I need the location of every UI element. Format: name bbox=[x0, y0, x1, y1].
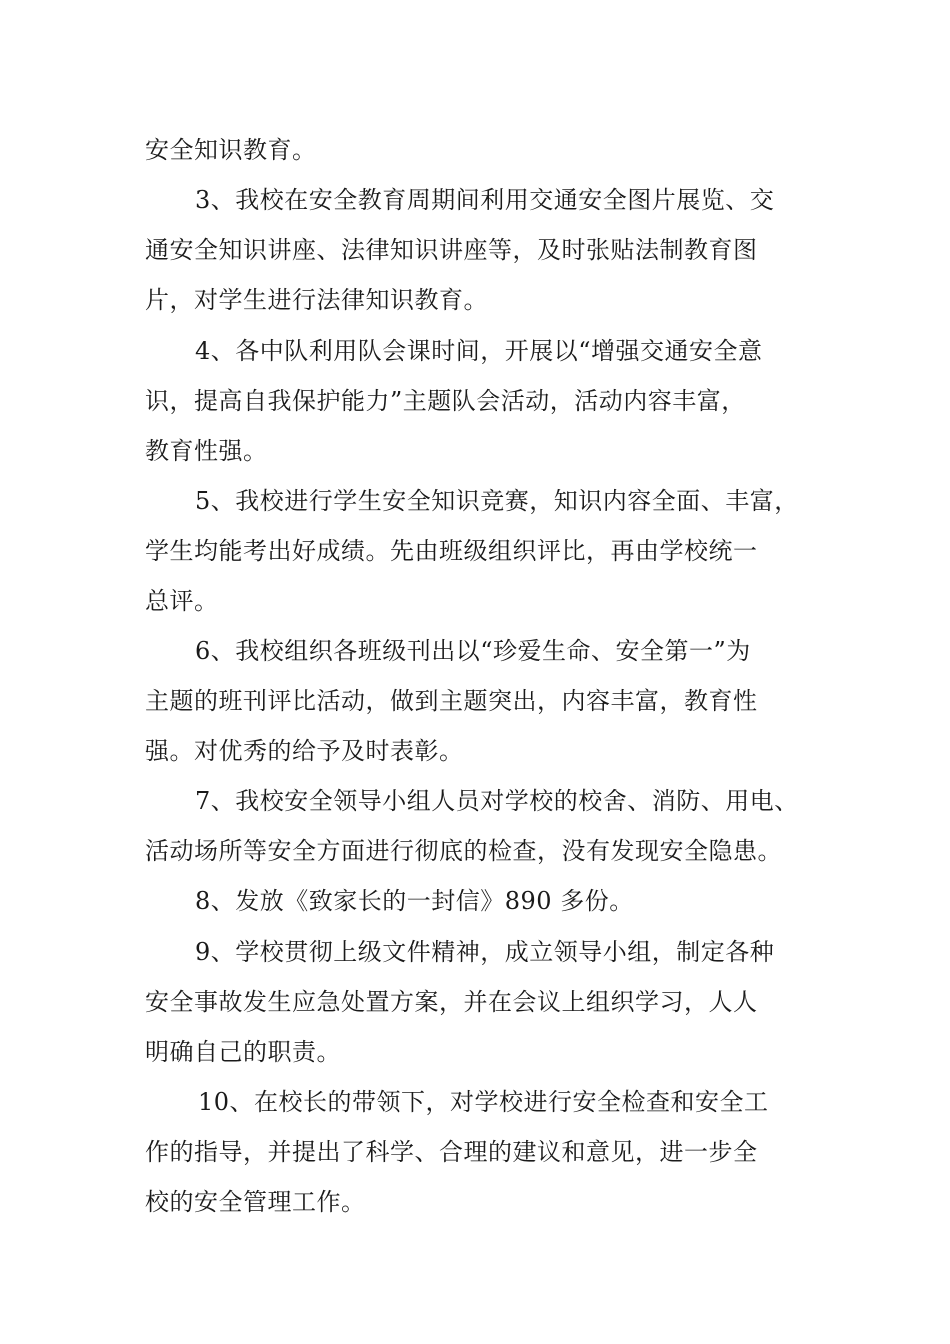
text-line: 安全事故发生应急处置方案，并在会议上组织学习，人人 bbox=[145, 988, 758, 1016]
text-line: 9、学校贯彻上级文件精神，成立领导小组，制定各种 bbox=[195, 938, 775, 966]
text-line: 10、在校长的带领下，对学校进行安全检查和安全工 bbox=[198, 1088, 769, 1116]
text-line: 教育性强。 bbox=[145, 437, 268, 465]
text-line: 主题的班刊评比活动，做到主题突出，内容丰富，教育性 bbox=[145, 687, 758, 715]
text-line: 3、我校在安全教育周期间利用交通安全图片展览、交 bbox=[195, 186, 775, 214]
text-line: 总评。 bbox=[145, 587, 219, 615]
text-line: 4、各中队利用队会课时间，开展以“增强交通安全意 bbox=[195, 337, 763, 365]
text-line: 明确自己的职责。 bbox=[145, 1038, 341, 1066]
text-line: 识，提高自我保护能力”主题队会活动，活动内容丰富， bbox=[145, 387, 746, 415]
text-line: 5、我校进行学生安全知识竞赛，知识内容全面、丰富， bbox=[195, 487, 799, 515]
text-line: 学生均能考出好成绩。先由班级组织评比，再由学校统一 bbox=[145, 537, 758, 565]
text-line: 强。对优秀的给予及时表彰。 bbox=[145, 737, 464, 765]
text-line: 作的指导，并提出了科学、合理的建议和意见，进一步全 bbox=[145, 1138, 758, 1166]
text-line: 片，对学生进行法律知识教育。 bbox=[145, 286, 488, 314]
text-line: 8、发放《致家长的一封信》890 多份。 bbox=[195, 887, 634, 915]
text-line: 6、我校组织各班级刊出以“珍爱生命、安全第一”为 bbox=[195, 637, 751, 665]
text-line: 安全知识教育。 bbox=[145, 136, 317, 164]
text-line: 通安全知识讲座、法律知识讲座等，及时张贴法制教育图 bbox=[145, 236, 758, 264]
text-line: 7、我校安全领导小组人员对学校的校舍、消防、用电、 bbox=[195, 787, 799, 815]
text-line: 活动场所等安全方面进行彻底的检查，没有发现安全隐患。 bbox=[145, 837, 782, 865]
text-line: 校的安全管理工作。 bbox=[145, 1188, 366, 1216]
